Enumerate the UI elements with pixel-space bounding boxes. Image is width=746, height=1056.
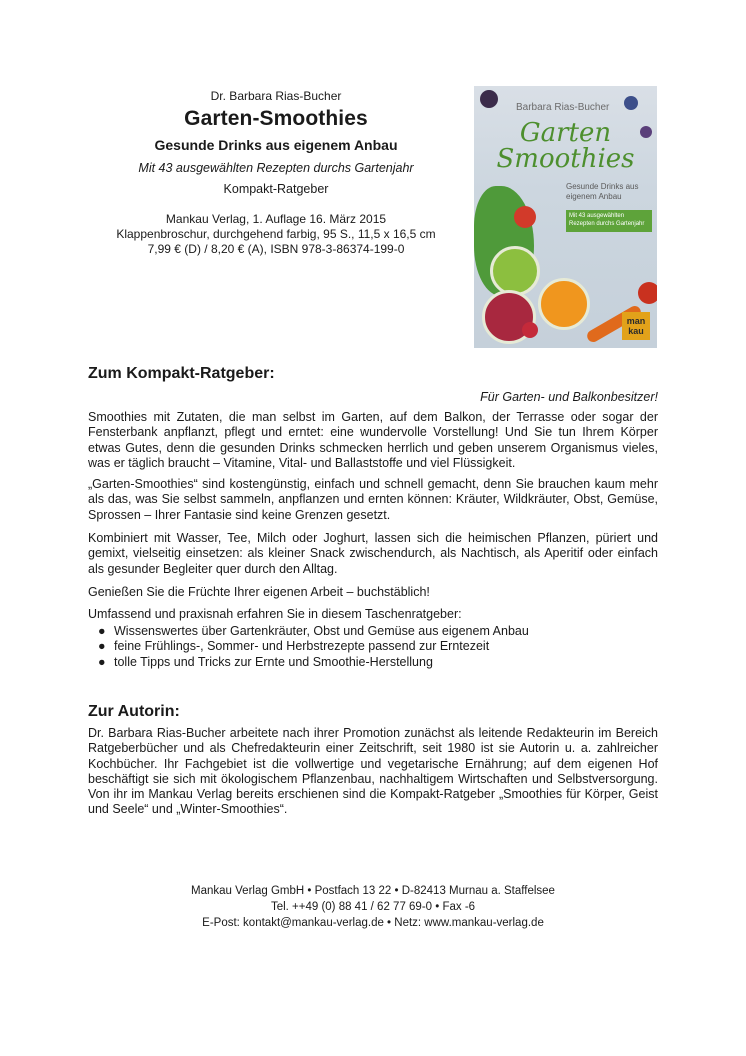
ratgeber-tagline: Für Garten- und Balkonbesitzer! [480, 390, 658, 404]
logo-line1: man [626, 316, 646, 326]
publisher-footer [88, 883, 658, 931]
cover-green-smoothie [490, 246, 540, 296]
list-item-text: tolle Tipps und Tricks zur Ernte und Smoothie-Herstellung [114, 654, 433, 669]
book-header [88, 88, 464, 257]
footer-address: Mankau Verlag GmbH • Postfach 13 22 • D-82413 Murnau a. Staffelsee [191, 885, 555, 897]
cover-author: Barbara Rias-Bucher [516, 102, 610, 113]
bullet-icon: ● [98, 654, 106, 669]
book-title: Garten-Smoothies [184, 107, 368, 130]
pubinfo-publisher: Mankau Verlag, 1. Auflage 16. März 2015 [165, 212, 387, 226]
ratgeber-paragraph-3: Kombiniert mit Wasser, Tee, Milch oder Joghurt, lassen sich die heimischen Pflanzen, püriert und gemixt, vielseitig einsetzen: als kleiner Snack zwischendurch, als Nachtisch, als Aperitif oder einfach als gesunder Begleiter quer durch den Alltag. [88, 531, 658, 576]
cover-tomato [514, 206, 536, 228]
ratgeber-paragraph-4: Genießen Sie die Früchte Ihrer eigenen Arbeit – buchstäblich! [88, 585, 430, 599]
book-tagline: Mit 43 ausgewählten Rezepten durchs Gartenjahr [138, 161, 414, 175]
book-series: Kompakt-Ratgeber [223, 182, 329, 196]
bullet-icon: ● [98, 639, 106, 654]
ratgeber-heading: Zum Kompakt-Ratgeber: [88, 365, 275, 382]
ratgeber-paragraph-5: Umfassend und praxisnah erfahren Sie in diesem Taschenratgeber: [88, 607, 462, 621]
list-item [88, 624, 529, 639]
ratgeber-paragraph-1: Smoothies mit Zutaten, die man selbst im Garten, auf dem Balkon, der Terrasse oder sogar der Fensterbank anpflanzt, pflegt und erntet: eine wundervolle Vorstellung! Und Sie tun Ihrem Körper etwas Gutes, denn die gesunden Drinks schmecken herrlich und geben unserem Organismus vieles, was er täglich braucht – Vitamine, Vital- und Ballaststoffe und viel Flüssigkeit. [88, 410, 658, 470]
cover-orange-smoothie [538, 278, 590, 330]
list-item [88, 655, 529, 670]
publication-info [88, 212, 464, 257]
cover-title-line2: Smoothies [496, 144, 635, 174]
mankau-logo [622, 312, 650, 340]
cover-title [474, 120, 657, 172]
bullet-icon: ● [98, 624, 106, 638]
cover-strawberry [522, 322, 538, 338]
cover-berry [480, 90, 498, 108]
book-cover-image [474, 86, 657, 348]
book-author: Dr. Barbara Rias-Bucher [210, 89, 342, 103]
autorin-text: Dr. Barbara Rias-Bucher arbeitete nach ihrer Promotion zunächst als leitende Redakteurin im Bereich Ratgeberbücher und als Chefredakteurin einer Zeitschrift, seit 1980 ist sie Autorin u. a. zahlreicher Kochbücher. Ihr Fachgebiet ist die vollwertige und vegetarische Ernährung; auf dem eigenen Hof beschäftigt sie sich mit ökologischem Pflanzenbau, nachhaltigem Wirtschaften und Selbstversorgung. Von ihr im Mankau Verlag bereits erschienen sind die Kompakt-Ratgeber „Smoothies für Körper, Geist und Seele“ und „Winter-Smoothies“. [88, 726, 658, 817]
list-item [88, 639, 529, 654]
cover-badge: Mit 43 ausgewählten Rezepten durchs Gartenjahr [566, 210, 652, 232]
list-item-text: Wissenswertes über Gartenkräuter, Obst und Gemüse aus eigenem Anbau [114, 624, 529, 638]
ratgeber-paragraph-2: „Garten-Smoothies“ sind kostengünstig, einfach und schnell gemacht, denn Sie brauchen kaum mehr als das, was Sie selbst sammeln, anpflanzen und ernten können: Kräuter, Wildkräuter, Obst, Gemüse, Sprossen – Ihrer Fantasie sind keine Grenzen gesetzt. [88, 477, 658, 522]
cover-tomato [638, 282, 657, 304]
book-subtitle: Gesunde Drinks aus eigenem Anbau [154, 137, 398, 153]
list-item-text: feine Frühlings-, Sommer- und Herbstrezepte passend zur Erntezeit [114, 639, 490, 654]
autorin-heading: Zur Autorin: [88, 703, 180, 720]
cover-subtitle: Gesunde Drinks aus eigenem Anbau [566, 182, 639, 201]
pubinfo-format: Klappenbroschur, durchgehend farbig, 95 S., 11,5 x 16,5 cm [116, 227, 436, 241]
footer-contact: E-Post: kontakt@mankau-verlag.de • Netz: www.mankau-verlag.de [202, 917, 544, 929]
cover-title-line1: Garten [519, 118, 612, 148]
cover-berry [624, 96, 638, 110]
pubinfo-price-isbn: 7,99 € (D) / 8,20 € (A), ISBN 978-3-86374-199-0 [147, 242, 405, 256]
logo-line2: kau [628, 326, 644, 336]
footer-phone: Tel. ++49 (0) 88 41 / 62 77 69-0 • Fax -6 [270, 901, 476, 913]
feature-list [88, 624, 529, 670]
